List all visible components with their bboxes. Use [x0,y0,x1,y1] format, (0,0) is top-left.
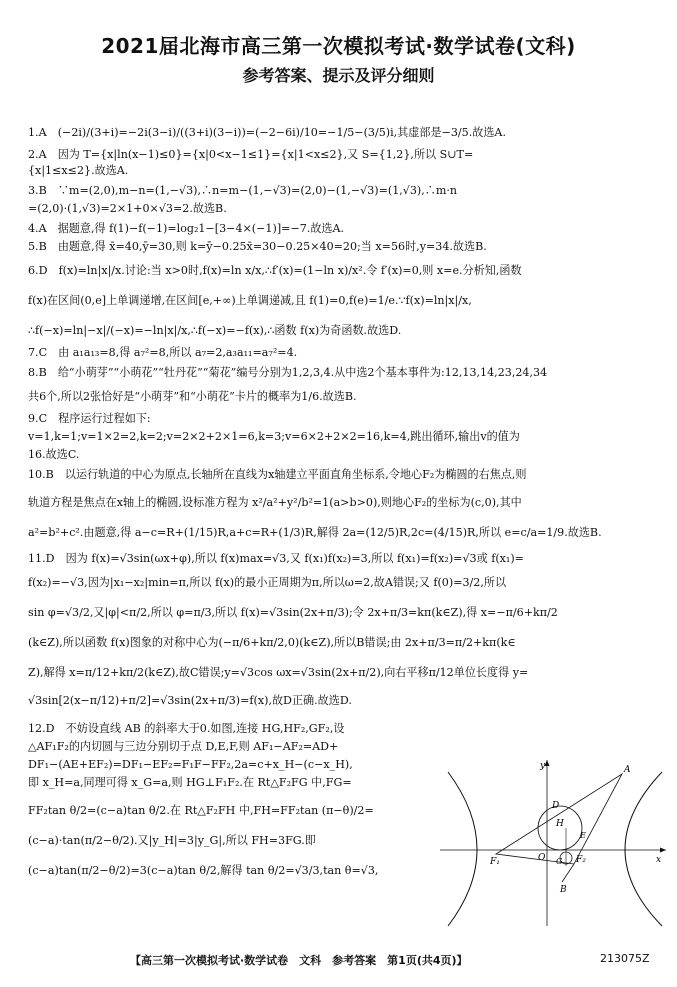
answer-line: sin φ=√3/2,又|φ|<π/2,所以 φ=π/3,所以 f(x)=√3sin(2x+π/3);令 2x+π/3=kπ(k∈Z),得 x=−π/6+kπ/2 [28,606,558,619]
answer-line: 1.A (−2i)/(3+i)=−2i(3−i)/((3+i)(3−i))=(−2−6i)/10=−1/5−(3/5)i,其虚部是−3/5.故选A. [28,126,506,139]
answer-line: 轨道方程是焦点在x轴上的椭圆,设标准方程为 x²/a²+y²/b²=1(a>b>0),则地心F₂的坐标为(c,0),其中 [28,496,522,509]
y-arrow-icon [545,760,550,766]
answer-line: (k∈Z),所以函数 f(x)图象的对称中心为(−π/6+kπ/2,0)(k∈Z),所以B错误;由 2x+π/3=π/2+kπ(k∈ [28,636,516,649]
answer-line: ∴f(−x)=ln|−x|/(−x)=−ln|x|/x,∴f(−x)=−f(x),∴函数 f(x)为奇函数.故选D. [28,324,402,337]
answer-line: 2.A 因为 T={x|ln(x−1)≤0}={x|0<x−1≤1}={x|1<x≤2},又 S={1,2},所以 S∪T= [28,148,474,161]
answer-line: 9.C 程序运行过程如下: [28,412,151,425]
label-x: x [656,855,662,865]
label-a: A [624,765,631,775]
answer-line: 即 x_H=a,同理可得 x_G=a,则 HG⊥F₁F₂.在 Rt△F₂FG 中,FG= [28,776,352,789]
answer-line: 3.B ∵m=(2,0),m−n=(1,−√3),∴n=m−(1,−√3)=(2,0)−(1,−√3)=(1,√3),∴m·n [28,184,458,197]
answer-line: 4.A 据题意,得 f(1)−f(−1)=log₂1−[3−4×(−1)]=−7.故选A. [28,222,345,235]
answer-line: DF₁−(AE+EF₂)=DF₁−EF₂=F₁F−FF₂,2a=c+x_H−(c−x_H), [28,758,353,771]
footer-text: 【高三第一次模拟考试·数学试卷 文科 参考答案 第1页(共4页)】 [130,954,468,967]
page-subtitle: 参考答案、提示及评分细则 [242,66,435,85]
label-b: B [560,885,567,895]
answer-line: f(x₂)=−√3,因为|x₁−x₂|min=π,所以 f(x)的最小正周期为π,所以ω=2,故A错误;又 f(0)=3/2,所以 [28,576,507,589]
label-d: D [552,801,560,811]
hyperbola-right-branch [625,772,662,926]
answer-line: v=1,k=1;v=1×2=2,k=2;v=2×2+2×1=6,k=3;v=6×2+2×2=16,k=4,跳出循环,输出v的值为 [28,430,520,443]
answer-line: =(2,0)·(1,√3)=2×1+0×√3=2.故选B. [28,202,227,215]
label-h: H [556,819,564,829]
label-y: y [540,761,546,771]
answer-line: (c−a)tan(π/2−θ/2)=3(c−a)tan θ/2,解得 tan θ/2=√3/3,tan θ=√3, [28,864,379,877]
answer-line: {x|1≤x≤2}.故选A. [28,164,129,177]
label-f2: F₂ [576,855,586,865]
label-o: O [538,853,546,863]
answer-line: 10.B 以运行轨道的中心为原点,长轴所在直线为x轴建立平面直角坐标系,令地心F₂为椭圆的右焦点,则 [28,468,527,481]
label-e: E [580,831,586,840]
page-title: 2021届北海市高三第一次模拟考试·数学试卷(文科) [101,34,576,58]
answer-line: Z),解得 x=π/12+kπ/2(k∈Z),故C错误;y=√3cos ωx=√3sin(2x+π/2),向右平移π/12单位长度得 y= [28,666,529,679]
hyperbola-figure [440,758,670,928]
answer-line: 共6个,所以2张恰好是“小萌芽”和“小萌花”卡片的概率为1/6.故选B. [28,390,357,403]
answer-line: △AF₁F₂的内切圆与三边分别切于点 D,E,F,则 AF₁−AF₂=AD+ [28,740,339,753]
answer-line: a²=b²+c².由题意,得 a−c=R+(1/15)R,a+c=R+(1/3)R,解得 2a=(12/5)R,2c=(4/15)R,所以 e=c/a=1/9.故选B. [28,526,602,539]
answer-line: √3sin[2(x−π/12)+π/2]=√3sin(2x+π/3)=f(x),故D正确.故选D. [28,694,352,707]
answer-line: 5.B 由题意,得 x̄=40,ȳ=30,则 k=ȳ−0.25x̄=30−0.25×40=20;当 x=56时,y=34.故选B. [28,240,487,253]
answer-line: 12.D 不妨设直线 AB 的斜率大于0.如图,连接 HG,HF₂,GF₂,设 [28,722,345,735]
answer-line: 7.C 由 a₁a₁₃=8,得 a₇²=8,所以 a₇=2,a₃a₁₁=a₇²=4. [28,346,298,359]
answer-line: f(x)在区间(0,e]上单调递增,在区间[e,+∞)上单调递减,且 f(1)=0,f(e)=1/e.∵f(x)=ln|x|/x, [28,294,472,307]
answer-line: 8.B 给“小萌芽”“小萌花”“牡丹花”“菊花”编号分别为1,2,3,4.从中选2个基本事件为:12,13,14,23,24,34 [28,366,548,379]
hyperbola-left-branch [448,772,477,926]
answer-line: FF₂tan θ/2=(c−a)tan θ/2.在 Rt△F₂FH 中,FH=FF₂tan (π−θ)/2= [28,804,374,817]
answer-line: 16.故选C. [28,448,80,461]
footer-code: 213075Z [600,952,650,965]
label-g: G [556,857,563,866]
answer-line: 6.D f(x)=ln|x|/x.讨论:当 x>0时,f(x)=ln x/x,∴f′(x)=(1−ln x)/x².令 f′(x)=0,则 x=e.分析知,函数 [28,264,522,277]
label-f1: F₁ [490,857,500,867]
answer-line: (c−a)·tan(π/2−θ/2).又|y_H|=3|y_G|,所以 FH=3FG.即 [28,834,316,847]
line-f2b [562,864,574,882]
answer-line: 11.D 因为 f(x)=√3sin(ωx+φ),所以 f(x)max=√3,又 f(x₁)f(x₂)=3,所以 f(x₁)=f(x₂)=√3或 f(x₁)= [28,552,524,565]
x-arrow-icon [660,848,666,853]
